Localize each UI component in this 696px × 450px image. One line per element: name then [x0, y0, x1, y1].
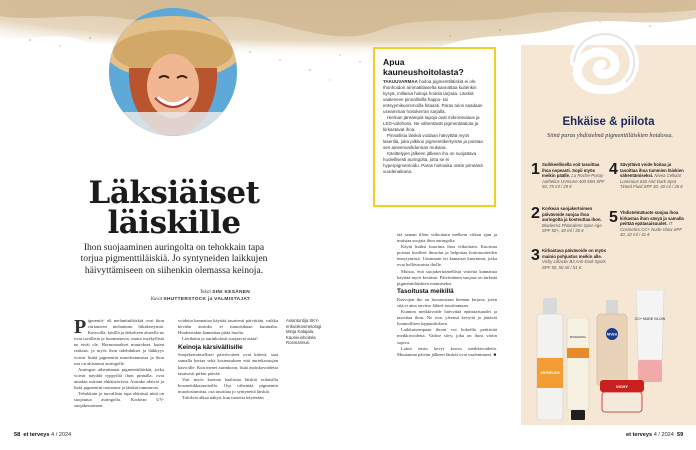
article-lead: Ihon suojaaminen auringolta on tehokkain tapa torjua pigmenttiläiskiä. Jo syntyneiden laikkujen häivyttämiseen on siihenkin olemassa keinoja. — [80, 242, 268, 276]
tip-product: Nivea Cellular Luminous 630 Anti-Dark Spot Tinted Fluid SPF 30, 40 ml / 26 € — [620, 173, 683, 189]
tip-text: Suihkeellisella voit tasoittaa ihoa nopeasti. Sopii myös meikin päälle. — [542, 162, 600, 178]
tip-item — [531, 205, 608, 234]
article-title — [60, 175, 288, 241]
issue-number: 4 / 2024 — [653, 432, 674, 438]
panel-title: Ehkäise & piilota — [562, 116, 655, 128]
tip-number: 1 — [531, 161, 540, 178]
paragraph: Lierihattu ja aurinkolasit suojaavat asiaa! — [182, 336, 258, 342]
title-line-1: Läksiäiset — [88, 175, 260, 211]
paragraph: hoitoa pigmenttiläiskiä ei ole. Ihonhoidon ammattilaiselta kannattaa kuitenkin kysyä, millaisia hoitoja hoitola tarjoaa. Läiskiä vaaleneve pinnallisilla happo- tai entsyymikuorinnoilla hitaasti. Paras tulos saadaan useamman hoitokerran sarjalla. — [383, 79, 483, 115]
product-label: ANTHELIOS — [540, 371, 560, 375]
cream-swirl — [570, 28, 642, 94]
paragraph: Hieman järeämpiä tapoja ovat mikroneulaus ja LED-valohoito. Ne vähentävät pigmentaatiota ja kirkastavat ihoa. — [383, 115, 480, 133]
tip-product: La Roche-Posay Anthelios UVmune 400 Mist SPF 50, 75 ml / 29 € — [542, 173, 605, 189]
footer-left — [14, 432, 71, 438]
paragraph: Käytä lisäksi kuorinta ihoa viikoittain. Kuorinta poistaa kuolleet ihosolut ja helpottaa hoitotuotteiden imeytymistä. Uusinnain eri kantaiset kuorinnat, jotka ovat hellävaraisia iholle. — [397, 244, 497, 268]
issue-number: 4 / 2024 — [51, 432, 72, 438]
paragraph: tää saman illoin viikoittain melkein viikon ajan ja muistaa suojata ihon auringolta. — [397, 232, 497, 244]
tip-text: Sävyttävä voide hoitaa ja tasoittaa ihoa tummien läiskien vähentämiseksi. — [620, 162, 684, 178]
credit-text-name: SINI KESÄNEN — [212, 290, 250, 295]
tip-text: Kirkastava päivävoide on myös mainio pohjustus meikin alle. — [542, 248, 607, 259]
paragraph: Pinnallisia läiskiä voidaan häivyttää myös laserilla, joka pilkkoo pigmenttikertymän ja poistaa sen aineenvaihdunnan mukana. — [383, 133, 483, 151]
paragraph: Laitta ensin kevyt kerros meikkivoidetta. Muutaman päivän jälkeen läiskät ovat vaalentuneet. ■ — [397, 345, 497, 357]
credit-photo-label: Kuvat — [150, 296, 163, 302]
paragraph: voidetta kannattaa käyttää tasaisesti päivittäin, vaikka kevään aurinko ei tuntuisikaan kuumalta. Huuleistakin kannattaa pitää huolta. — [178, 318, 278, 336]
paragraph: Käsittelyjen jälkeen jälkeen iho on suojattava huolellisesti auringolta, jotta se ei hyperpigmentoidu. Paras hoitoaika onkin pimeänä vuodenaikana. — [383, 151, 483, 175]
subhead: Keinoja kärsivällisille — [178, 343, 243, 351]
tip-text: Yhdistelmätuote suojaa ihoa kirkastaa ihon sävyä ja samalla peittää epätasaisuudet. — [620, 210, 684, 226]
paragraph: Tehokkain ja turvallisin tapa ehkäistä niitä on suojautua auringolta. Korkean UV-suojakertoimen — [74, 391, 164, 409]
credit-text-label: Teksti — [200, 290, 212, 295]
product-tube — [565, 318, 591, 425]
tip-number: 2 — [531, 205, 540, 222]
panel-subtitle: Siinä paras yhdistelmä pigmenttiläiskien hoidossa. — [547, 132, 673, 139]
tip-product: Vichy Liftactiv B3 Anti-Dark Spots SPF 50, 50 ml / 51 € — [542, 259, 606, 270]
expert-info: Asiantuntija SKY-erikoiskosmetologi Minja Katajala, Kauneushoitola Rosmarinus. — [286, 318, 322, 346]
body-column-1 — [74, 315, 164, 409]
product-spray — [534, 298, 566, 425]
subhead: Tasoitusta meikillä — [397, 288, 454, 296]
credit-photo-name: SHUTTERSTOCK ja VALMISTAJAT — [163, 296, 250, 302]
paragraph: Suojakertoimelliset päivävoiteet ovat kätevä, saat samalla kertaa sekä kosteutuksen että aurinkosuojan kasvoille. Kun menet aurinkoon, lisää aurinkovoidetta tasaisesti pitkin päivää. — [178, 352, 278, 376]
info-box — [373, 47, 496, 207]
paragraph: Kasvojen iho on luonnostaan hieman kirjava, joten sitä ei aina tarvitse lähteä tasoittamaan. — [397, 296, 497, 308]
tip-product: IT Cosmetics CC+ Nude Glow SPF 40, 32 ml / 41 € — [620, 221, 682, 237]
tip-item — [609, 209, 686, 238]
body-column-2 — [178, 318, 278, 401]
footer-right — [626, 432, 683, 438]
portrait-photo — [109, 8, 237, 136]
tip-item — [531, 247, 608, 270]
page-number: 58 — [14, 432, 21, 438]
tip-item — [531, 161, 608, 190]
product-label: NIVEA — [606, 332, 618, 337]
paragraph: Kunnon meikkivoide häivyttää epätasaisuudet ja tasoittaa ihon. Ne ovat yleensä kevyitä ja jättävät luonnollisen lopputuloksen. — [397, 309, 497, 327]
paragraph: Tuloksia alkaa näkyä, kun tuotetta käytetään — [182, 395, 264, 401]
tip-text: Korkean suojakertoimen päivävoide suojaa ihoa auringolta ja kosteuttaa ihon. — [542, 206, 602, 222]
page-number: 59 — [677, 432, 684, 438]
body-column-3 — [397, 232, 497, 358]
article-credits — [110, 290, 250, 303]
info-box-title: Apua kauneushoitolasta? — [383, 57, 464, 77]
paragraph: Muista, että suojakertoimellisia voiteita kannattaa käyttää myös kesäisin. Päivittäinen suojaus on tärkeää pigmenttiläiskien estämiseksi. — [397, 268, 497, 286]
tip-number: 4 — [609, 161, 618, 178]
paragraph: igmentti- eli melaniiniläiskät ovat ihon väriaineen melaniinin liikakertymiä. Kasvoilla, käsillä ja dekolteen alueella ne ovat tavallisia ja huomattavia, mutta myrkyllisiä ne eivät ole. Hormonaaliset muutokset, kuten raskaus, ja myös ihon tulehdukset ja läikkyys voivat lisätä pigmentin muodostumista ja ihon osa on altistunut auringolle. — [74, 318, 164, 366]
product-label: VICHY — [615, 384, 629, 389]
product-label: BIODERMA — [569, 335, 587, 339]
paragraph: Auringon aiheuttamat pigmenttiläiskät, jotka voivat näyttää ryppyiltä ihon pinnalla, ovat ainakin osittain ehkäistävissä. Aurinko aktivoi ja lisää pigmentin tuotantoa ja läiskät tummuvat. — [74, 366, 164, 391]
magazine-name: et terveys — [23, 432, 50, 438]
tip-number: 3 — [531, 247, 540, 264]
product-label: CC+ NUDE GLOW — [634, 317, 666, 321]
magazine-name: et terveys — [626, 432, 653, 438]
tip-item — [609, 161, 686, 190]
info-box-lead-label: TAKUUVARMAA — [383, 79, 418, 85]
tip-product: Bioderma Photoderm Spot-Age SPF 50+, 40 ml / 35 € — [542, 222, 602, 233]
drop-cap: P — [74, 315, 87, 338]
paragraph: Laikkuisempaan ihoon voi kokeilla peittävää meikkivoidetta. Valitse sävy, joka on ihosi väriin sopiva. — [397, 327, 497, 345]
tip-number: 5 — [609, 209, 618, 226]
product-jar — [598, 378, 646, 419]
paragraph: Voit myös koettaa haalistaa läiskiä erilaisilla kosmetiikkatuotteilla. Osa vähentää pigmentin muodostumista, osa tasoittaa jo syntyneitä läiskiä. — [178, 376, 278, 394]
title-line-2: läiskille — [107, 205, 241, 241]
product-cc-tube — [630, 290, 670, 391]
